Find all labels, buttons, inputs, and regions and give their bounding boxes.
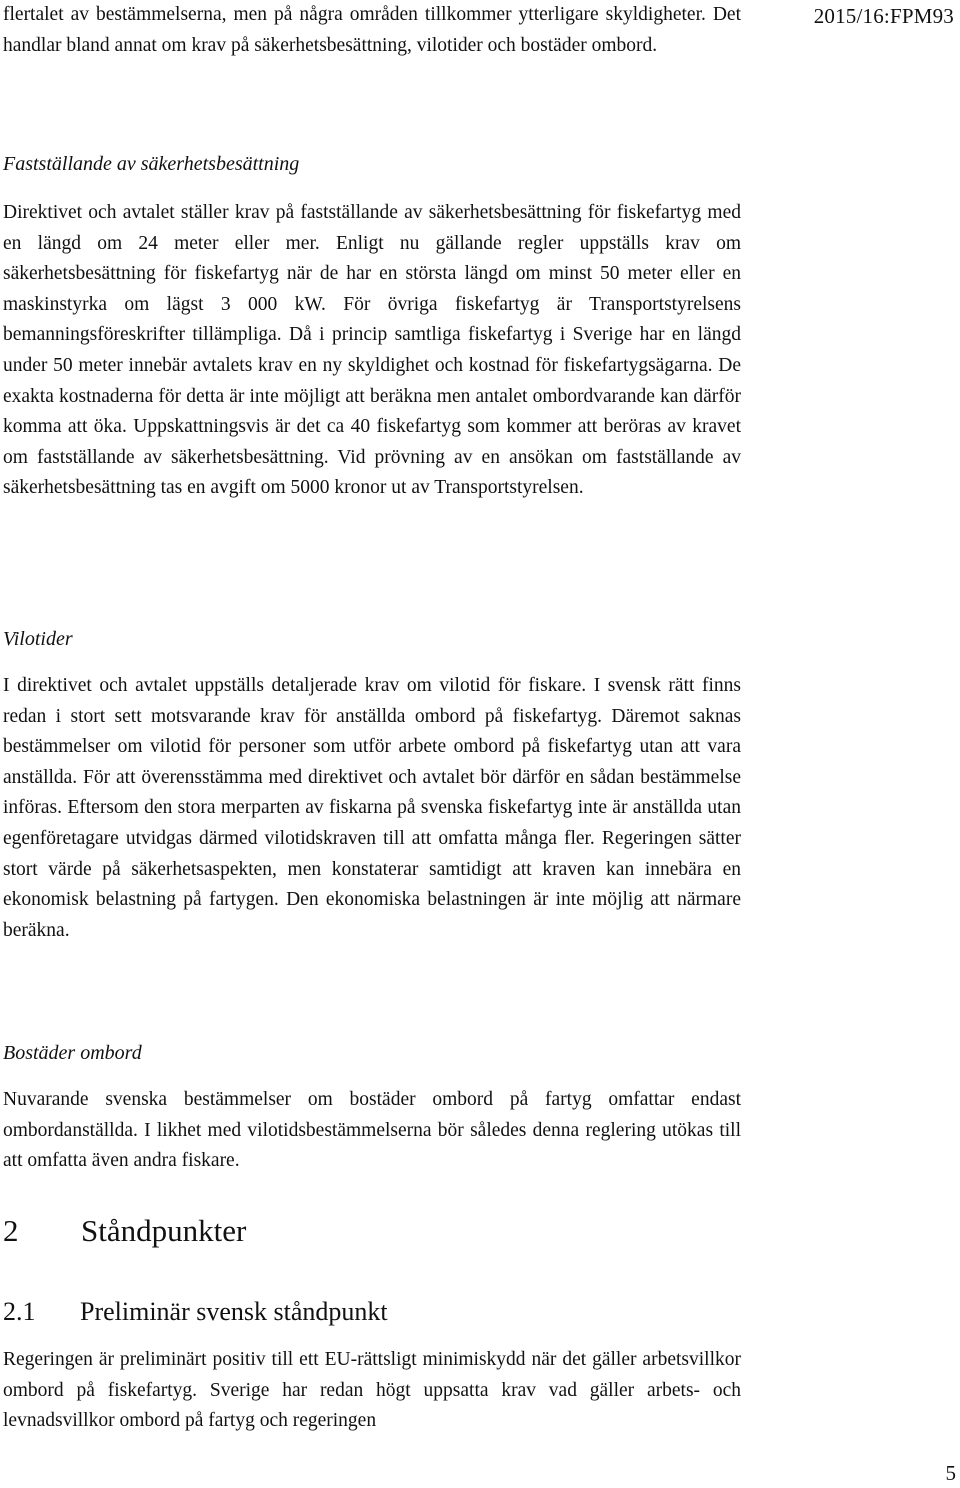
chapter-heading	[3, 1211, 246, 1251]
section-heading: Vilotider	[3, 628, 73, 650]
intro-block	[3, 0, 741, 61]
document-reference: 2015/16:FPM93	[813, 4, 954, 28]
section-paragraph: Direktivet och avtalet ställer krav på fastställande av säkerhetsbesättning för fiskefartyg med en längd om 24 meter eller mer. Enligt nu gällande regler uppställs krav om säkerhetsbesättning för fiskefartyg när de har en största längd om minst 50 meter eller en maskinstyrka om lägst 3 000 kW. För övriga fiskefartyg är Transportstyrelsens bemanningsföreskrifter tillämpliga. Då i princip samtliga fiskefartyg i Sverige har en längd under 50 meter innebär avtalets krav en ny skyldighet och kostnad för fiskefartygsägarna. De exakta kostnaderna för detta är inte möjligt att beräkna men antalet ombordvarande kan därför komma att öka. Uppskattningsvis är det ca 40 fiskefartyg som kommer att beröras av kravet om fastställande av säkerhetsbesättning. Vid prövning av en ansökan om fastställande av säkerhetsbesättning tas en avgift om 5000 kronor ut av Transportstyrelsen.	[3, 202, 741, 499]
chapter-number: 2	[3, 1213, 19, 1248]
section-paragraph: Nuvarande svenska bestämmelser om bostäder ombord på fartyg omfattar endast ombordanställda. I likhet med vilotidsbestämmelserna bör således denna reglering utökas till att omfatta även andra fiskare.	[3, 1089, 741, 1172]
subchapter-body	[3, 1345, 741, 1437]
subchapter-paragraph: Regeringen är preliminärt positiv till ett EU-rättsligt minimiskydd när det gäller arbetsvillkor ombord på fiskefartyg. Sverige har redan högt uppsatta krav vad gäller arbets- och levnadsvillkor ombord på fartyg och regeringen	[3, 1349, 741, 1432]
section-paragraph: I direktivet och avtalet uppställs detaljerade krav om vilotid för fiskare. I svensk rätt finns redan i stort sett motsvarande krav för anställda ombord på fiskefartyg. Däremot saknas bestämmelser om vilotid för personer som utför arbete ombord på fiskefartyg utan att vara anställda. För att överensstämma med direktivet och avtalet bör därför en sådan bestämmelse införas. Eftersom den stora merparten av fiskarna på svenska fiskefartyg inte är anställda utan egenföretagare utvidgas därmed vilotidskraven till att omfatta många fler. Regeringen sätter stort värde på säkerhetsaspekten, men konstaterar samtidigt att kraven kan innebära en ekonomisk belastning på fartygen. Den ekonomiska belastningen är inte möjlig att närmare beräkna.	[3, 675, 741, 941]
intro-paragraph: flertalet av bestämmelserna, men på några områden tillkommer ytterligare skyldigheter. Det handlar bland annat om krav på säkerhetsbesättning, vilotider och bostäder ombord.	[3, 4, 741, 56]
section-safety-manning	[3, 150, 741, 504]
subchapter-title: Preliminär svensk ståndpunkt	[80, 1297, 388, 1326]
section-rest-hours	[3, 625, 741, 946]
section-heading: Bostäder ombord	[3, 1042, 142, 1064]
chapter-title: Ståndpunkter	[81, 1213, 247, 1248]
page-number: 5	[945, 1461, 956, 1485]
section-accommodation	[3, 1039, 741, 1177]
subchapter-number: 2.1	[3, 1297, 36, 1326]
section-heading: Fastställande av säkerhetsbesättning	[3, 153, 300, 175]
subchapter-heading	[3, 1295, 388, 1329]
